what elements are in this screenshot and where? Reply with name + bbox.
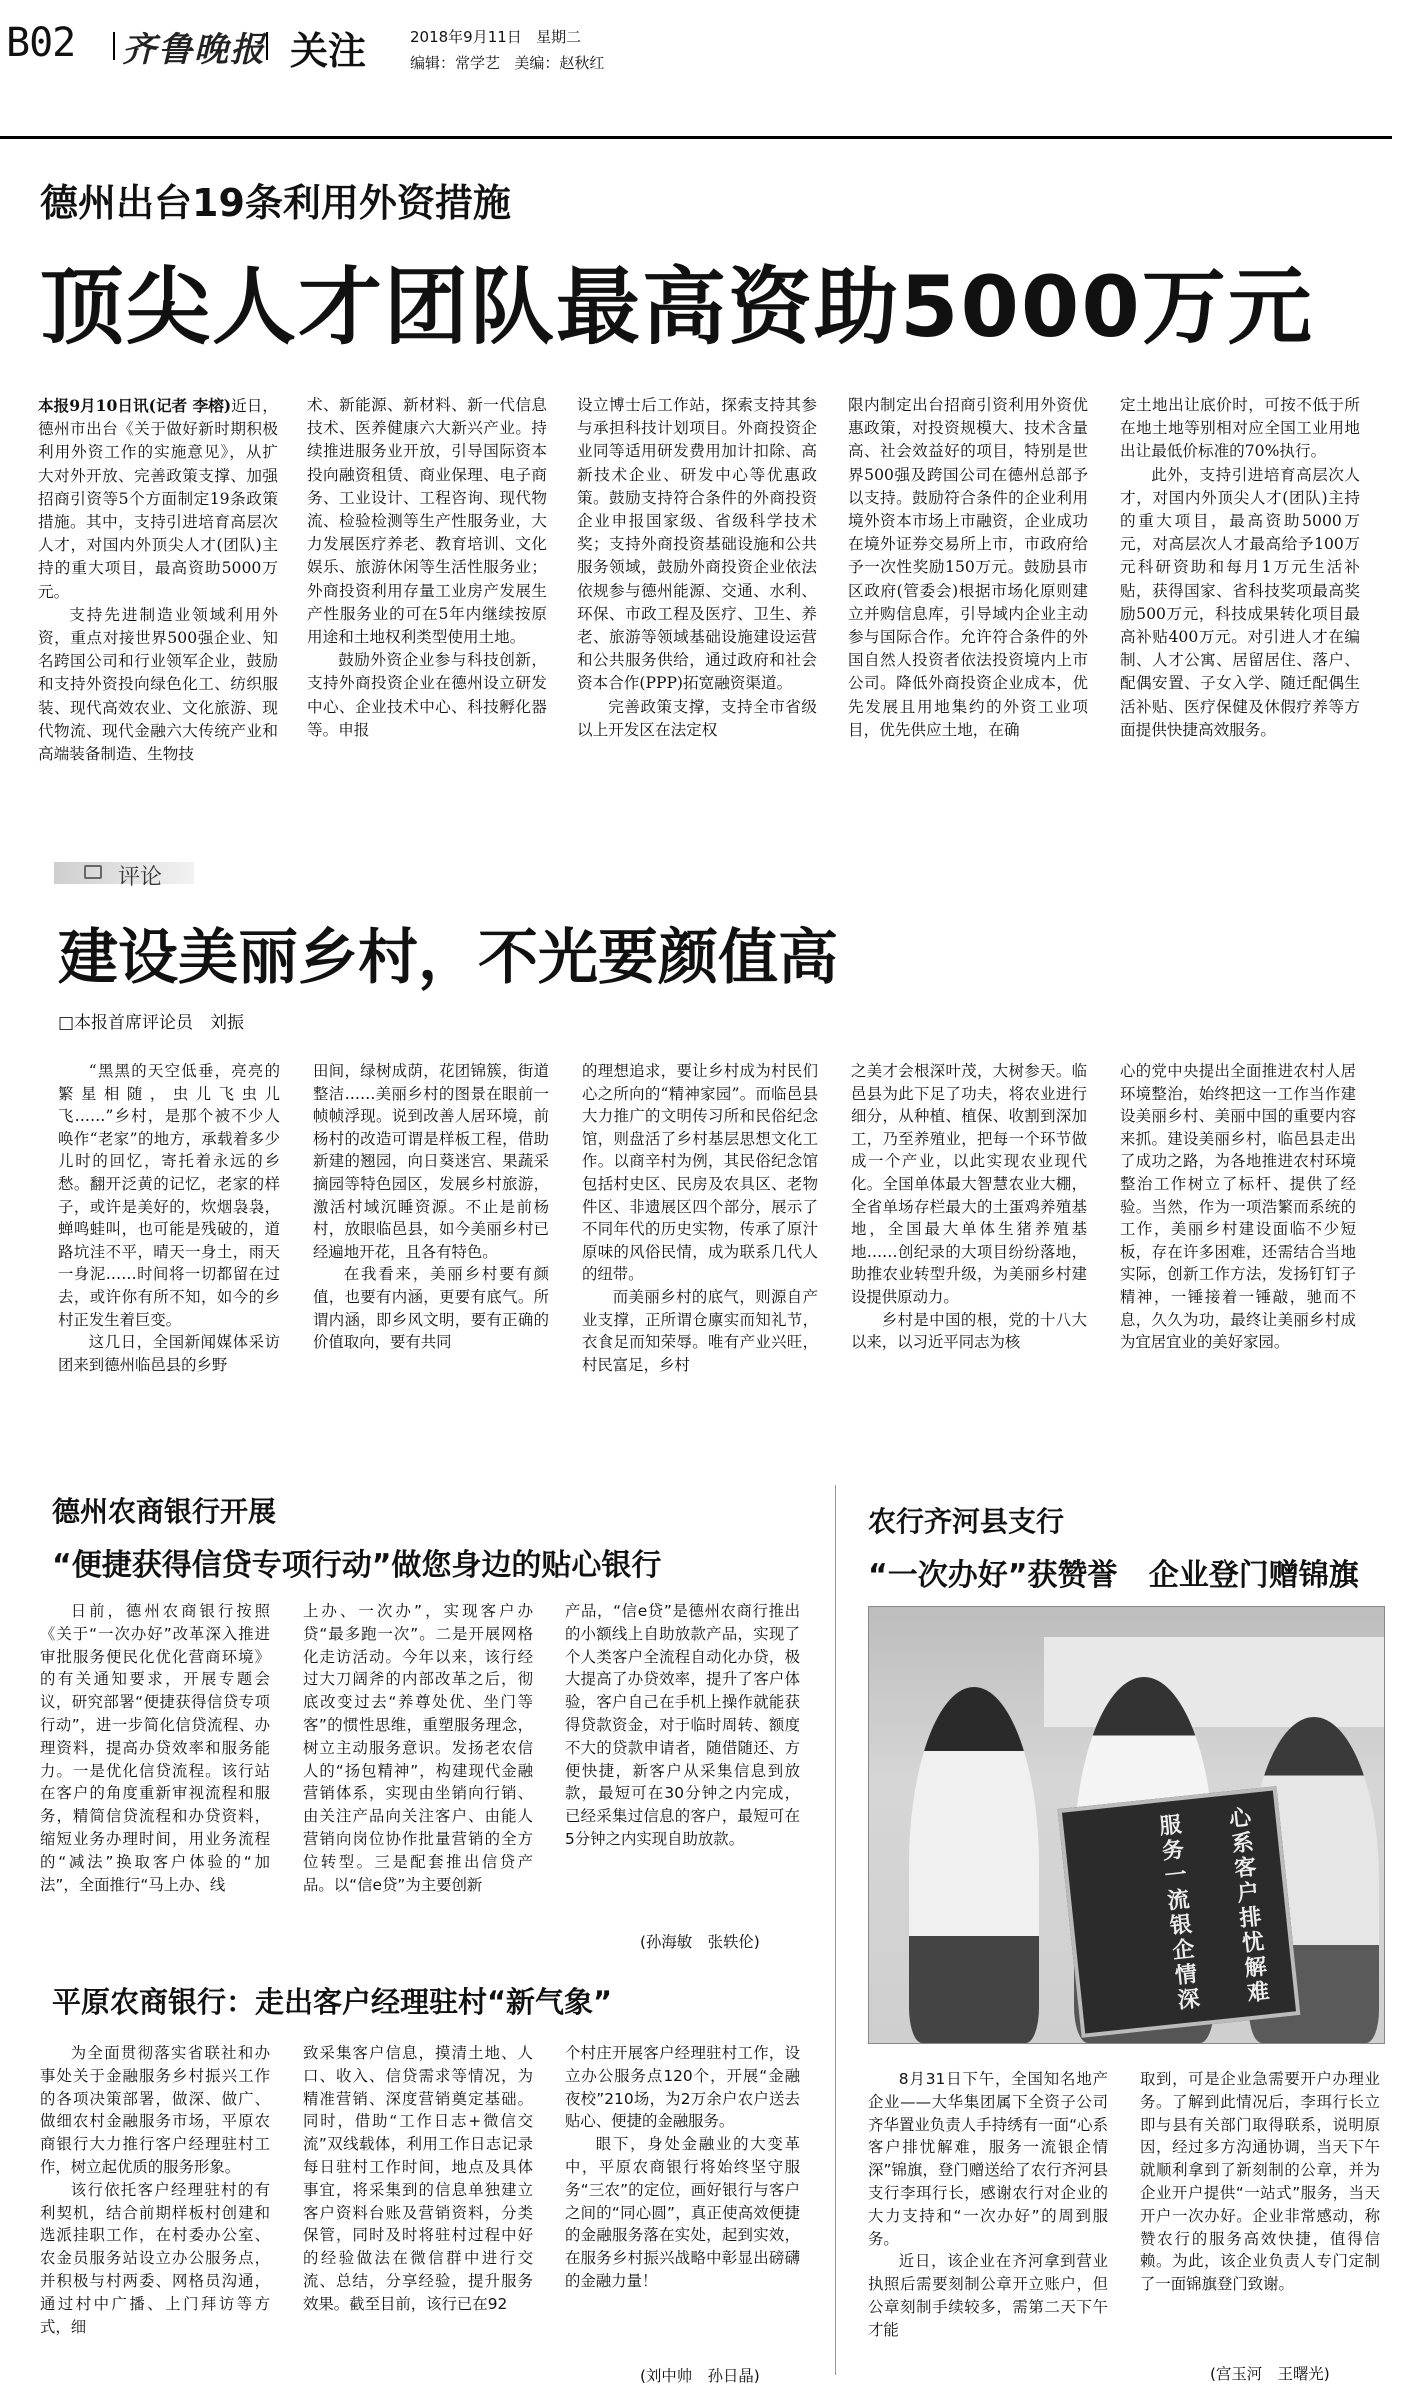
commentary-byline: □本报首席评论员 刘振 [58, 1013, 245, 1033]
paper-logo: 齐鲁晚报 [122, 30, 266, 70]
weekday-text: 星期二 [536, 28, 582, 46]
banner-text-2: 服务一流银企情深 [1154, 1812, 1201, 2014]
story-c-kicker: 农行齐河县支行 [868, 1505, 1065, 1538]
story-c-headline [868, 1550, 1359, 1594]
commentary-paragraph: 而美丽乡村的底气，则源自产业支撑，正所谓仓廪实而知礼节，衣食足而知荣辱。唯有产业兴旺，村民富足，乡村 [582, 1287, 818, 1374]
story-b-column-1 [40, 2042, 270, 2386]
story-c-column-2 [1140, 2068, 1380, 2360]
issue-date [410, 26, 581, 47]
lead-paragraph: 术、新能源、新材料、新一代信息技术、医养健康六大新兴产业。持续推进服务业开放，引导国际资本投向融资租赁、商业保理、电子商务、工业设计、工程咨询、现代物流、检验检测等生产性服务业，大力发展医疗养老、教育培训、文化娱乐、旅游休闲等生活性服务业；外商投资利用存量工业房产发展生产性服务业的可在5年内继续按原用途和土地权利类型使用土地。 [307, 396, 547, 647]
commentary-paragraph: 心的党中央提出全面推进农村人居环境整治，始终把这一工作当作建设美丽乡村、美丽中国的重要内容来抓。建设美丽乡村，临邑县走出了成功之路，为各地推进农村环境整治工作树立了标杆、提供了经验。当然，作为一项浩繁而系统的工作，美丽乡村建设面临不少短板，存在许多困难，还需结合当地实际，创新工作方法，发扬钉钉子精神，一锤接着一锤敲，驰而不息，久久为功，最终让美丽乡村成为宜居宜业的美好家园。 [1120, 1062, 1356, 1352]
commentary-paragraph: 乡村是中国的根，党的十八大以来，以习近平同志为核 [851, 1310, 1087, 1352]
commentary-column-5 [1120, 1060, 1356, 1466]
commentary-column-2 [313, 1060, 549, 1466]
story-b-paragraph: 眼下，身处金融业的大变革中，平原农商银行将始终坚守服务“三农”的定位，画好银行与客户之间的“同心圆”，真正使高效便捷的金融服务落在实处，起到实效，在服务乡村振兴战略中彰显出磅礴的金融力量！ [565, 2135, 800, 2290]
story-c-headline-part1: “一次办好”获赞誉 [868, 1558, 1118, 1593]
lead-column-5 [1120, 394, 1360, 820]
comment-icon [84, 865, 102, 879]
story-b-headline: 平原农商银行：走出客户经理驻村“新气象” [52, 1985, 613, 2019]
masthead-divider-2 [266, 32, 268, 60]
story-a-paragraph: 日前，德州农商银行按照《关于“一次办好”改革深入推进审批服务便民化优化营商环境》的有关通知要求，开展专题会议，研究部署“便捷获得信贷专项行动”，进一步简化信贷流程、办理资料，提高办贷效率和服务能力。一是优化信贷流程。该行站在客户的角度重新审视流程和服务，精简信贷流程和办贷资料，缩短业务办理时间，用业务流程的“减法”换取客户体验的“加法”，全面推行“马上办、线 [40, 1602, 270, 1894]
lead-paragraph: 完善政策支撑，支持全市省级以上开发区在法定权 [577, 697, 817, 739]
person-left [909, 1687, 1039, 2043]
story-a-kicker: 德州农商银行开展 [52, 1495, 277, 1528]
story-b-paragraph: 个村庄开展客户经理驻村工作，设立办公服务点120个，开展“金融夜校”210场，为2万余户农户送去贴心、便捷的金融服务。 [565, 2044, 800, 2131]
story-c-headline-part2: 企业登门赠锦旗 [1148, 1558, 1359, 1593]
story-c-divider [835, 1485, 836, 2375]
lead-paragraph: 限内制定出台招商引资利用外资优惠政策，对投资规模大、技术含量高、社会效益好的项目，特别是世界500强及跨国公司在德州总部予以支持。鼓励符合条件的企业利用境外资本市场上市融资，企业成功在境外证券交易所上市，市政府给予一次性奖励150万元。鼓励县市区政府(管委会)根据市场化原则建立并购信息库，引导域内企业主动参与国际合作。允许符合条件的外国自然人投资者依法投资境内上市公司。降低外商投资企业成本，优先发展且用地集约的外资工业项目，优先供应土地，在确 [848, 396, 1088, 739]
section-label: 关注 [290, 29, 367, 73]
story-c-paragraph: 取到，可是企业急需要开户办理业务。了解到此情况后，李珥行长立即与县有关部门取得联系，说明原因，经过多方沟通协调，当天下午就顺利拿到了新刻制的公章，并为企业开户提供“一站式”服务，当天开户一次办好。企业非常感动，称赞农行的服务高效快捷，值得信赖。为此，该企业负责人专门定制了一面锦旗登门致谢。 [1140, 2070, 1380, 2294]
story-b-column-3 [565, 2042, 800, 2362]
story-a-column-3 [565, 1600, 800, 1930]
date-text: 2018年9月11日 [410, 28, 522, 46]
lead-paragraph: 近日，德州市出台《关于做好新时期积极利用外资工作的实施意见》，从扩大对外开放、完善政策支撑、加强招商引资等5个方面制定19条政策措施。其中，支持引进培育高层次人才，对国内外顶尖人才(团队)主持的重大项目，最高资助5000万元。 [38, 397, 278, 601]
story-c-paragraph: 8月31日下午，全国知名地产企业——大华集团属下全资子公司齐华置业负责人手持绣有一面“心系客户排忧解难，服务一流银企情深”锦旗，登门赠送给了农行齐河县支行李珥行长，感谢农行对企业的大力支持和“一次办好”的周到服务。 [868, 2070, 1108, 2248]
commentary-paragraph: 田间，绿树成荫，花团锦簇，街道整洁……美丽乡村的图景在眼前一帧帧浮现。说到改善人居环境，前杨村的改造可谓是样板工程，借助新建的翘园，向日葵迷宫、果蔬采摘园等特色园区，发展乡村旅游，激活村域沉睡资源。不止是前杨村，放眼临邑县，如今美丽乡村已经遍地开花，且各有特色。 [313, 1062, 549, 1261]
commentary-column-3 [582, 1060, 818, 1466]
lead-paragraph: 支持先进制造业领域利用外资，重点对接世界500强企业、知名跨国公司和行业领军企业，鼓励和支持外资投向绿色化工、纺织服装、现代高效农业、文化旅游、现代物流、现代金融六大传统产业和高端装备制造、生物技 [38, 605, 278, 764]
lead-paragraph: 定土地出让底价时，可按不低于所在地土地等别相对应全国工业用地出让最低价标准的70%执行。 [1120, 396, 1360, 461]
lead-headline: 顶尖人才团队最高资助5000万元 [40, 258, 1314, 356]
banner-text-1: 心系客户排忧解难 [1224, 1805, 1271, 2007]
designer-text: 美编：赵秋红 [514, 54, 605, 72]
story-c-credit: (宫玉河 王曙光) [1210, 2365, 1330, 2383]
story-a-headline: “便捷获得信贷专项行动”做您身边的贴心银行 [52, 1548, 662, 1583]
page-number: B02 [6, 20, 76, 66]
commentary-paragraph: 之美才会根深叶茂，大树参天。临邑县为此下足了功夫，将农业进行细分，从种植、植保、收割到深加工，乃至养殖业，把每一个环节做成一个产业，以此实现农业现代化。全国单体最大智慧农业大棚，全省单场存栏最大的土蛋鸡养殖基地，全国最大单体生猪养殖基地……创纪录的大项目纷纷落地，助推农业转型升级，为美丽乡村建设提供原动力。 [851, 1062, 1087, 1306]
editor-credit [410, 52, 604, 73]
masthead-divider [113, 32, 115, 60]
commentary-tag: 评论 [118, 865, 163, 890]
commentary-headline: 建设美丽乡村，不光要颜值高 [58, 923, 838, 993]
story-b-paragraph: 为全面贯彻落实省联社和办事处关于金融服务乡村振兴工作的各项决策部署，做深、做广、做细农村金融服务市场，平原农商银行大力推行客户经理驻村工作，树立起优质的服务形象。 [40, 2044, 270, 2176]
commentary-column-4 [851, 1060, 1087, 1466]
story-a-paragraph: 产品，“信e贷”是德州农商行推出的小额线上自助放款产品，实现了个人类客户全流程自动化办贷，极大提高了办贷效率，提升了客户体验，客户自己在手机上操作就能获得贷款资金，对于临时周转、额度不大的贷款申请者，随借随还、方便快捷，新客户从采集信息到放款，最短可在30分钟之内完成，已经采集过信息的客户，最短可在5分钟之内实现自助放款。 [565, 1602, 800, 1848]
lead-paragraph: 设立博士后工作站，探索支持其参与承担科技计划项目。外商投资企业同等适用研发费用加计扣除、高新技术企业、研发中心等优惠政策。鼓励支持符合条件的外商投资企业申报国家级、省级科学技术奖；支持外商投资基础设施和公共服务领域，鼓励外商投资企业依法依规参与德州能源、交通、水利、环保、市政工程及医疗、卫生、养老、旅游等领域基础设施建设运营和公共服务供给，通过政府和社会资本合作(PPP)拓宽融资渠道。 [577, 396, 817, 693]
news-photo [868, 1606, 1385, 2044]
story-c-paragraph: 近日，该企业在齐河拿到营业执照后需要刻制公章开立账户，但公章刻制手续较多，需第二天下午才能 [868, 2252, 1108, 2339]
story-b-paragraph: 该行依托客户经理驻村的有利契机，结合前期样板村创建和选派挂职工作，在村委办公室、农金员服务站设立办公服务点，并积极与村两委、网格员沟通，通过村中广播、上门拜访等方式，细 [40, 2180, 270, 2336]
story-b-paragraph: 致采集客户信息，摸清土地、人口、收入、信贷需求等情况，为精准营销、深度营销奠定基础。同时，借助“工作日志+微信交流”双线载体，利用工作日志记录每日驻村工作时间，地点及具体事宜，将采集到的信息单独建立客户资料台账及营销资料，分类保管，同时及时将驻村过程中好的经验做法在微信群中进行交流、总结，分享经验，提升服务效果。截至目前，该行已在92 [303, 2044, 533, 2313]
lead-byline: 本报9月10日讯(记者 李榕) [38, 396, 232, 415]
lead-paragraph: 鼓励外资企业参与科技创新，支持外商投资企业在德州设立研发中心、企业技术中心、科技孵化器等。申报 [307, 651, 547, 739]
commentary-paragraph: 这几日，全国新闻媒体采访团来到德州临邑县的乡野 [58, 1333, 280, 1374]
story-b-credit: (刘中帅 孙日晶) [640, 2367, 760, 2385]
story-b-column-2 [303, 2042, 533, 2386]
lead-kicker: 德州出台19条利用外资措施 [40, 181, 511, 225]
lead-column-2 [307, 394, 547, 820]
lead-paragraph: 此外，支持引进培育高层次人才，对国内外顶尖人才(团队)主持的重大项目，最高资助5000万元，对高层次人才最高给予100万元科研资助和每月1万元生活补贴，获得国家、省科技奖项最高奖励500万元，科技成果转化项目最高补贴400万元。对引进人才在编制、人才公寓、居留居住、落户、配偶安置、子女入学、随迁配偶生活补贴、医疗保健及休假疗养等方面提供快捷高效服务。 [1120, 465, 1360, 739]
silk-banner [1058, 1786, 1301, 2038]
commentary-paragraph: 在我看来，美丽乡村要有颜值，也要有内涵，更要有底气。所谓内涵，即乡风文明，要有正确的价值取向，要有共同 [313, 1265, 549, 1352]
story-a-column-1 [40, 1600, 270, 1950]
story-c-column-1 [868, 2068, 1108, 2388]
header-rule [0, 136, 1392, 139]
lead-column-1 [38, 394, 278, 820]
wall-calligraphy [1044, 1637, 1384, 1727]
commentary-paragraph: 的理想追求，要让乡村成为村民们心之所向的“精神家园”。而临邑县大力推广的文明传习所和民俗纪念馆，则盘活了乡村基层思想文化工作。以商辛村为例，其民俗纪念馆包括村史区、民房及农具区、老物件区、非遗展区四个部分，展示了不同年代的历史实物，传承了原汁原味的风俗民情，成为联系几代人的纽带。 [582, 1062, 818, 1284]
story-a-column-2 [303, 1600, 533, 1950]
editor-text: 编辑：常学艺 [410, 54, 501, 72]
lead-column-3 [577, 394, 817, 820]
story-a-paragraph: 上办、一次办”，实现客户办贷“最多跑一次”。二是开展网格化走访活动。今年以来，该行经过大刀阔斧的内部改革之后，彻底改变过去“养尊处优、坐门等客”的惯性思维，重塑服务理念，树立主动服务意识。发扬老农信人的“扬包精神”，构建现代金融营销体系，实现由坐销向行销、由关注产品向关注客户、由能人营销向岗位协作批量营销的全方位转型。三是配套推出信贷产品。以“信e贷”为主要创新 [303, 1602, 533, 1894]
lead-column-4 [848, 394, 1088, 820]
story-a-credit: (孙海敏 张轶伦) [640, 1933, 760, 1951]
commentary-paragraph: “黑黑的天空低垂，亮亮的繁星相随，虫儿飞虫儿飞……”乡村，是那个被不少人唤作“老家”的地方，承载着多少儿时的回忆，寄托着永远的乡愁。翻开泛黄的记忆，老家的样子，或许是美好的，炊烟袅袅，蝉鸣蛙叫，也可能是残破的，道路坑洼不平，晴天一身土，雨天一身泥……时间将一切都留在过去，或许你有所不知，如今的乡村正发生着巨变。 [58, 1062, 280, 1329]
commentary-column-1 [58, 1060, 280, 1466]
